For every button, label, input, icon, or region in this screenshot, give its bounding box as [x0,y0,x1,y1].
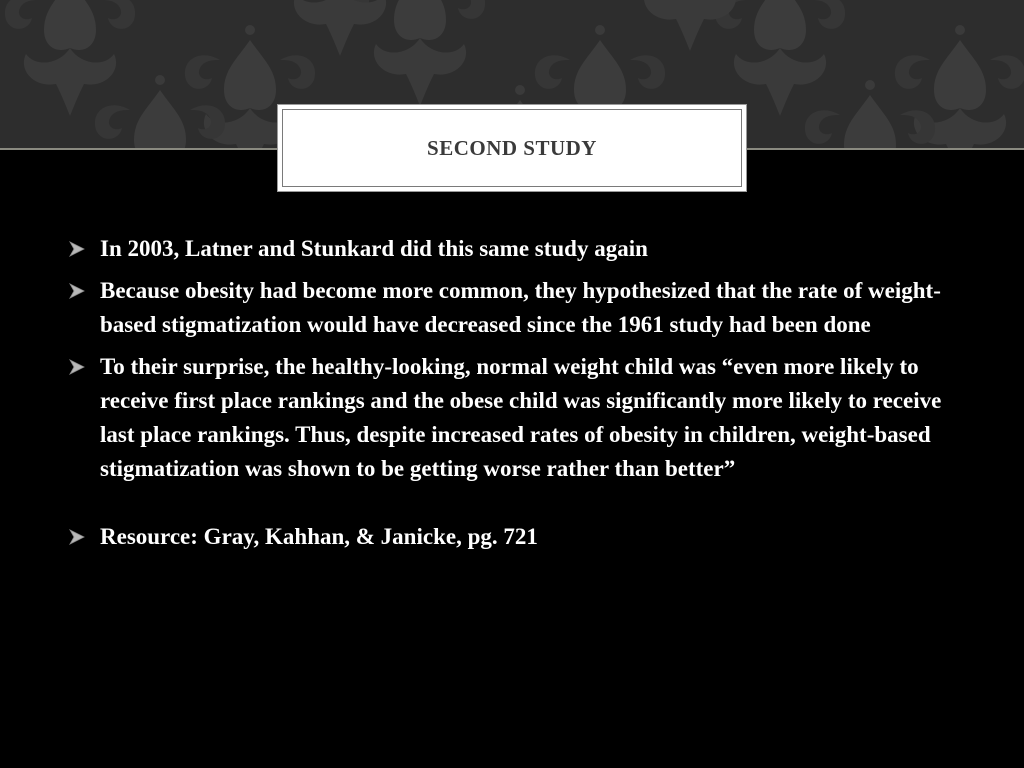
bullet-list [64,232,974,562]
slide-title: SECOND STUDY [427,135,597,160]
bullet-item [64,350,974,486]
arrow-bullet-icon [68,283,86,299]
bullet-text: In 2003, Latner and Stunkard did this same study again [100,236,648,261]
arrow-bullet-icon [68,529,86,545]
bullet-item [64,520,974,554]
bullet-item [64,232,974,266]
bullet-text: To their surprise, the healthy-looking, normal weight child was “even more likely to receive first place rankings and the obese child was significantly more likely to receive last place rankings. Thus, despite increased rates of obesity in children, weight-based stigmatization was shown to be getting worse rather than better” [100,354,942,481]
bullet-item [64,274,974,342]
title-box [277,104,747,192]
bullet-text: Resource: Gray, Kahhan, & Janicke, pg. 721 [100,524,538,549]
arrow-bullet-icon [68,241,86,257]
arrow-bullet-icon [68,359,86,375]
title-frame [282,109,742,187]
bullet-text: Because obesity had become more common, they hypothesized that the rate of weight-based stigmatization would have decreased since the 1961 study had been done [100,278,941,337]
